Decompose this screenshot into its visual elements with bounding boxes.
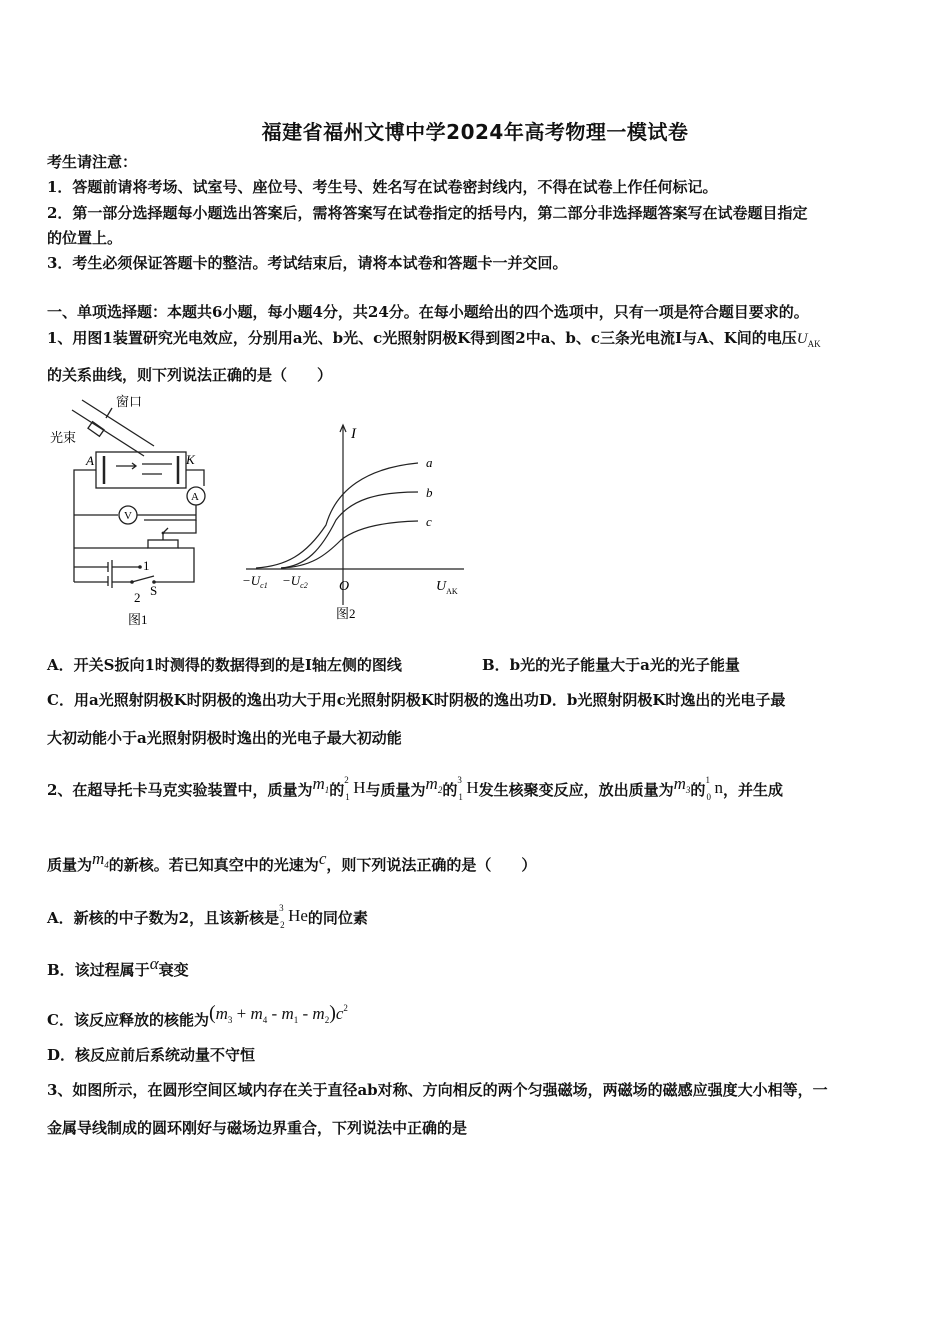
q3-stem-line2: 金属导线制成的圆环刚好与磁场边界重合，下列说法中正确的是 bbox=[47, 1119, 468, 1137]
battery-2 bbox=[108, 574, 112, 588]
section-heading: 一、单项选择题：本题共6小题，每小题4分，共24分。在每小题给出的四个选项中，只有一项是符合题目要求的。 bbox=[47, 303, 809, 321]
q1-option-d-end: 大初动能小于a光照射阴极时逸出的光电子最大初动能 bbox=[47, 729, 402, 747]
figure-1-caption: 图1 bbox=[128, 612, 148, 627]
curve-b bbox=[281, 492, 418, 568]
notice-item-2b: 的位置上。 bbox=[47, 229, 123, 247]
notice-item-3: 3．考生必须保证答题卡的整洁。考试结束后，请将本试卷和答题卡一并交回。 bbox=[47, 254, 568, 272]
q1-stem-line2: 的关系曲线，则下列说法正确的是（ ） bbox=[47, 366, 333, 384]
isotope-neutron: 1 0 n bbox=[705, 775, 723, 802]
label-uc2: $-U_{c2}$ bbox=[282, 573, 308, 590]
figure-2-caption: 图2 bbox=[336, 606, 356, 621]
label-curve-a: a bbox=[426, 455, 433, 470]
q2-stem-line1 bbox=[47, 770, 783, 804]
isotope-helium: 3 2 He bbox=[279, 903, 308, 930]
wire-left bbox=[74, 470, 96, 582]
q1-option-c: C．用a光照射阴极K时阴极的逸出功大于用c光照射阴极K时阴极的逸出功 bbox=[47, 691, 539, 709]
q3-stem-line1: 3、如图所示，在圆形空间区域内存在关于直径ab对称、方向相反的两个匀强磁场，两磁场的磁感应强度大小相等，一 bbox=[47, 1081, 828, 1099]
q1-option-a: A．开关S扳向1时测得的数据得到的是I轴左侧的图线 bbox=[47, 656, 402, 674]
q2-text-5: 发生核聚变反应，放出质量为 bbox=[478, 781, 674, 799]
speed-of-light: c bbox=[318, 849, 327, 868]
q1-option-d-start: D．b光照射阴极K时逸出的光电子最 bbox=[538, 691, 786, 709]
curve-a bbox=[256, 463, 418, 568]
q2-option-a bbox=[47, 902, 368, 932]
notice-heading: 考生请注意： bbox=[47, 153, 138, 171]
mass-m4: $m_4$ bbox=[92, 849, 109, 870]
q2-option-b-end: 衰变 bbox=[158, 961, 189, 979]
q2-option-c-text: C．该反应释放的核能为 bbox=[47, 1011, 209, 1029]
q2-text-9: 的新核。若已知真空中的光速为 bbox=[108, 856, 319, 874]
notice-item-2a: 2．第一部分选择题每小题选出答案后，需将答案写在试卷指定的括号内，第二部分非选择题答案写在试卷题目指定 bbox=[47, 204, 808, 222]
q2-text-6: 的 bbox=[690, 781, 706, 799]
q2-option-c bbox=[47, 993, 348, 1035]
q2-text-3: 与质量为 bbox=[365, 781, 426, 799]
q1-stem-text: 1、用图1装置研究光电效应，分别用a光、b光、c光照射阴极K得到图2中a、b、c三条光电流I与A、K间的电压 bbox=[47, 329, 797, 347]
label-switch: S bbox=[150, 583, 158, 598]
wire-right bbox=[186, 470, 204, 486]
mass-m1: $m_1$ bbox=[312, 774, 330, 795]
q2-option-b bbox=[47, 950, 189, 984]
q2-text-8: 质量为 bbox=[47, 856, 93, 874]
q2-text-4: 的 bbox=[442, 781, 458, 799]
notice-item-1: 1．答题前请将考场、试室号、座位号、考生号、姓名写在试卷密封线内，不得在试卷上作任何标记。 bbox=[47, 178, 718, 196]
label-cathode: K bbox=[186, 452, 195, 467]
label-i-axis: I bbox=[351, 426, 356, 442]
label-uc1: $-U_{c1}$ bbox=[242, 573, 268, 590]
curve-c bbox=[281, 521, 418, 568]
label-uak-axis: $U_{AK}$ bbox=[436, 579, 458, 596]
q2-text-7: ，并生成 bbox=[722, 781, 783, 799]
q2-text-10: ，则下列说法正确的是（ ） bbox=[326, 856, 537, 874]
uak-var: U bbox=[796, 331, 808, 347]
label-voltmeter: V bbox=[124, 510, 132, 522]
isotope-tritium: 3 1 H bbox=[457, 775, 479, 802]
label-pos2: 2 bbox=[134, 590, 141, 605]
mass-m3: $m_3$ bbox=[673, 774, 691, 795]
q1-stem-line1 bbox=[47, 328, 821, 354]
q2-text-2: 的 bbox=[329, 781, 345, 799]
rheostat bbox=[148, 540, 178, 548]
label-origin: O bbox=[339, 579, 350, 594]
uak-sub: AK bbox=[807, 339, 821, 349]
label-curve-b: b bbox=[426, 485, 433, 500]
q2-stem-line2 bbox=[47, 845, 536, 879]
q2-text-1: 2、在超导托卡马克实验装置中，质量为 bbox=[47, 781, 313, 799]
mass-m2: $m_2$ bbox=[425, 774, 443, 795]
energy-expression: $(m_3 + m_4 - m_1 - m_2)c^2$ bbox=[208, 1002, 348, 1025]
q1-option-cd bbox=[47, 690, 785, 710]
isotope-deuterium: 2 1 H bbox=[344, 775, 366, 802]
q2-option-b-text: B．该过程属于 bbox=[47, 961, 150, 979]
battery-1 bbox=[108, 560, 112, 574]
figure-2-graph bbox=[236, 420, 466, 630]
photo-tube bbox=[96, 452, 186, 488]
q1-option-b: B．b光的光子能量大于a光的光子能量 bbox=[482, 656, 740, 674]
page-title: 福建省福州文博中学2024年高考物理一模试卷 bbox=[261, 120, 689, 144]
q2-option-a-text: A．新核的中子数为2，且该新核是 bbox=[47, 909, 280, 927]
label-ammeter: A bbox=[191, 491, 199, 503]
label-curve-c: c bbox=[426, 514, 432, 529]
label-beam: 光束 bbox=[50, 430, 77, 445]
figure-1-circuit bbox=[44, 390, 229, 630]
q2-option-a-end: 的同位素 bbox=[307, 909, 368, 927]
label-window: 窗口 bbox=[116, 394, 143, 409]
alpha-symbol: α bbox=[149, 954, 159, 973]
label-anode: A bbox=[86, 453, 94, 468]
label-pos1: 1 bbox=[143, 558, 150, 573]
q2-option-d: D．核反应前后系统动量不守恒 bbox=[47, 1046, 256, 1064]
